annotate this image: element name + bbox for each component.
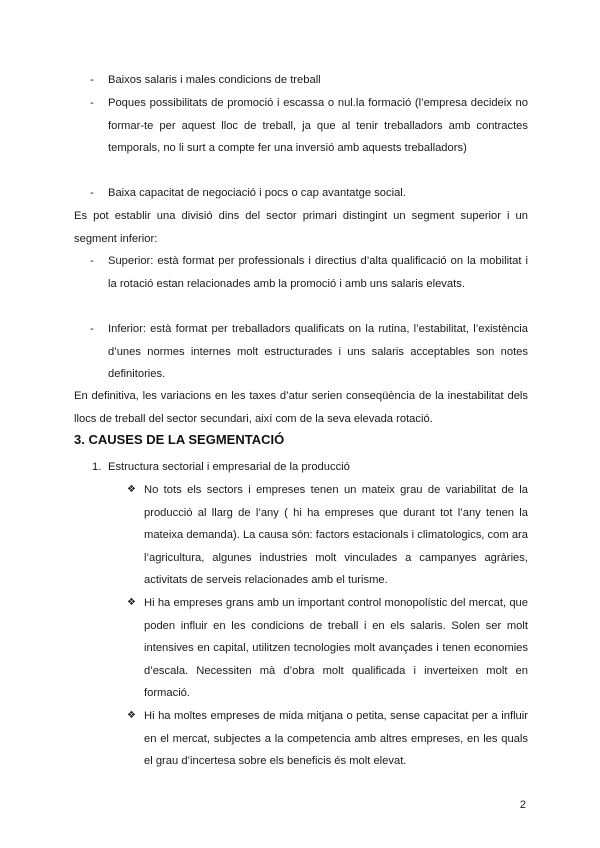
paragraph-conclusion: En definitiva, les variacions en les taxes d’atur serien conseqüència de la inestabilitat dels llocs de treball del sector secundari, així com de la seva elevada rotació. [74, 390, 528, 425]
diamond-bullet-icon: ❖ [127, 597, 136, 608]
list-number: 1. [92, 461, 102, 473]
diamond-bullet-icon: ❖ [127, 710, 136, 721]
list-marker: - [90, 323, 94, 335]
diamond-bullet-icon: ❖ [127, 484, 136, 495]
numbered-item: Estructura sectorial i empresarial de la producció [108, 461, 350, 473]
list-item-superior: Superior: està format per professionals i directius d’alta qualificació on la mobilitat i la rotació estan relacionades amb la promoció i amb uns salaris elevats. [108, 255, 528, 290]
list-item-inferior: Inferior: està format per treballadors qualificats on la rutina, l’estabilitat, l’existència d’unes normes internes molt estructurades i uns salaris acceptables son notes definitories. [108, 323, 528, 380]
list-item: Poques possibilitats de promoció i escassa o nul.la formació (l’empresa decideix no formar-te per aquest lloc de treball, ja que al tenir treballadors amb contractes temporals, no li surt a compte fer una inversió amb aquests treballadors) [108, 97, 528, 154]
list-item: Baixa capacitat de negociació i pocs o cap avantatge social. [108, 187, 406, 199]
paragraph-division: Es pot establir una divisió dins del sector primari distingint un segment superior i un segment inferior: [74, 210, 528, 245]
section-heading: 3. CAUSES DE LA SEGMENTACIÓ [74, 432, 285, 447]
list-marker: - [90, 187, 94, 199]
list-item: Baixos salaris i males condicions de treball [108, 74, 321, 86]
list-marker: - [90, 255, 94, 267]
list-marker: - [90, 74, 94, 86]
bullet-item: Hi ha empreses grans amb un important control monopolístic del mercat, que poden influir en les condicions de treball i en els salaris. Solen ser molt intensives en capital, utilitzen tecnologies molt avançades i tenen economies d’escala. Necessiten mà d’obra molt qualificada i inverteixen molt en formació. [144, 597, 528, 699]
bullet-item: No tots els sectors i empreses tenen un mateix grau de variabilitat de la producció al llarg de l’any ( hi ha empreses que durant tot l’any tenen la mateixa demanda). La causa són: factors estacionals i climatologics, com ara l’agricultura, algunes industries molt vinculades a campanyes agràries, activitats de serveis relacionades amb el turisme. [144, 484, 528, 586]
page-number: 2 [519, 799, 526, 811]
bullet-item: Hi ha moltes empreses de mida mitjana o petita, sense capacitat per a influir en el mercat, subjectes a la competencia amb altres empreses, en les quals el grau d’incertesa sobre els beneficis és molt elevat. [144, 710, 528, 767]
list-marker: - [90, 97, 94, 109]
